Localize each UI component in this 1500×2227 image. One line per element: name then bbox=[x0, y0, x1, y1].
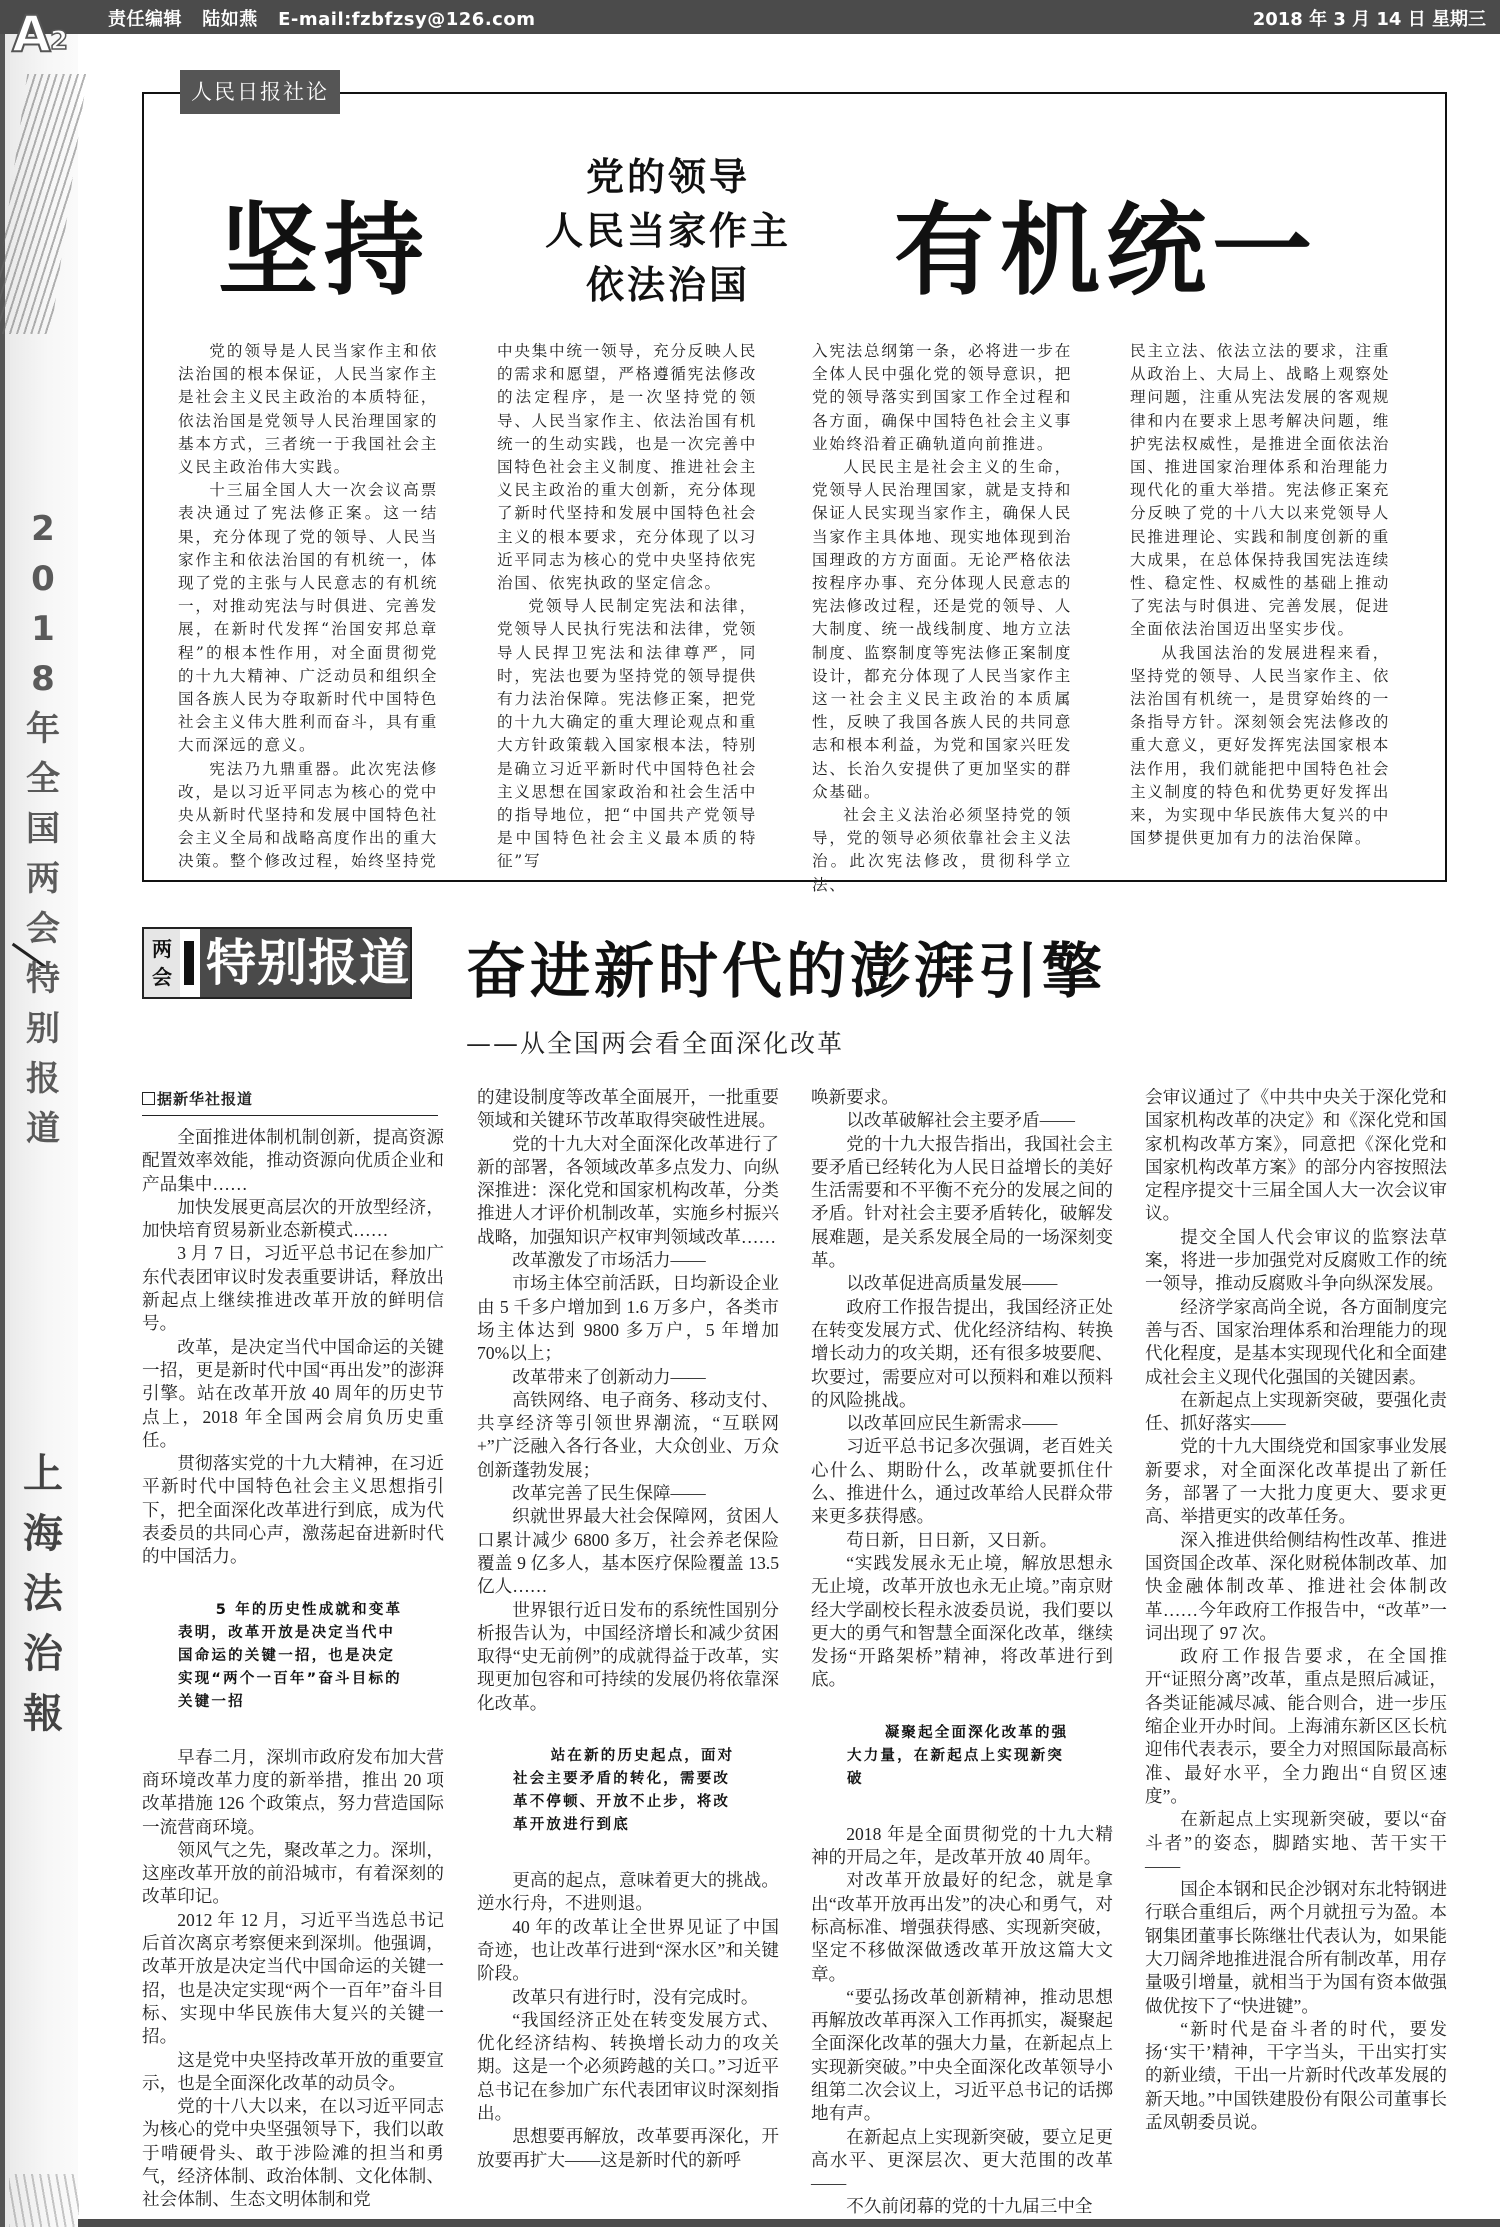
editorial-title-left: 坚持 bbox=[218, 192, 430, 309]
paragraph: “我国经济正处在转变发展方式、优化经济结构、转换增长动力的攻关期。这是一个必须跨越的关口。”习近平总书记在参加广东代表团审议时深刻指出。 bbox=[477, 2009, 779, 2123]
banner-char: 報 bbox=[23, 1690, 63, 1737]
paragraph: 党的领导是人民当家作主和依法治国的根本保证，人民当家作主是社会主义民主政治的本质特征，依法治国是党领导人民治理国家的基本方式，三者统一于我国社会主义民主政治伟大实践。 bbox=[178, 342, 438, 477]
paragraph: 党的十九大报告指出，我国社会主要矛盾已经转化为人民日益增长的美好生活需要和不平衡不充分的发展之间的矛盾。针对社会主要矛盾转化，破解发展难题，是关系发展全局的一场深刻变革。 bbox=[811, 1133, 1113, 1271]
paragraph: 会审议通过了《中共中央关于深化党和国家机构改革的决定》和《深化党和国家机构改革方案》，同意把《深化党和国家机构改革方案》的部分内容按照法定程序提交十三届全国人大一次会议审议。 bbox=[1145, 1087, 1447, 1224]
paragraph: 以改革破解社会主要矛盾—— bbox=[846, 1110, 1075, 1131]
article-column bbox=[811, 1086, 1113, 2219]
editorial-title-line: 党的领导 bbox=[585, 155, 750, 199]
editorial-title-middle bbox=[488, 150, 848, 312]
paragraph: 世界银行近日发布的系统性国别分析报告认为，中国经济增长和减少贫困取得“史无前例”的成就得益于改革，实现更加包容和可持续的发展仍将依靠深化改革。 bbox=[477, 1599, 779, 1713]
paragraph: 2018 年是全面贯彻党的十九大精神的开局之年，是改革开放 40 周年。 bbox=[811, 1823, 1113, 1868]
editorial-title-line: 依法治国 bbox=[585, 263, 750, 307]
paragraph: 改革带来了创新动力—— bbox=[512, 1366, 706, 1387]
banner-char: 2 bbox=[31, 509, 55, 549]
article-column bbox=[477, 1086, 779, 2172]
banner-char: 治 bbox=[23, 1630, 63, 1677]
paragraph: 改革只有进行时，没有完成时。 bbox=[512, 1986, 759, 2007]
banner-char: 1 bbox=[31, 609, 55, 649]
banner-char: 别 bbox=[26, 1009, 60, 1049]
paragraph: 改革，是决定当代中国命运的关键一招，更是新时代中国“再出发”的澎湃引擎。站在改革开放 40 周年的历史节点上，2018 年全国两会肩负历史重任。 bbox=[142, 1336, 444, 1450]
paragraph: “新时代是奋斗者的时代，要发扬‘实干’精神，干字当头，干出实打实的新业绩，干出一片新时代改革发展的新天地。”中国铁建股份有限公司董事长孟凤朝委员说。 bbox=[1145, 2018, 1447, 2133]
page-section-letter: A bbox=[12, 5, 51, 63]
editorial-column bbox=[812, 340, 1072, 897]
paragraph: 政府工作报告提出，我国经济正处在转变发展方式、优化经济结构、转换增长动力的攻关期，还有很多坡要爬、坎要过，需要应对可以预料和难以预料的风险挑战。 bbox=[811, 1296, 1113, 1410]
paragraph: 以改革回应民生新需求—— bbox=[846, 1413, 1058, 1434]
badge-divider bbox=[180, 929, 200, 997]
paragraph: 2012 年 12 月，习近平当选总书记后首次离京考察便来到深圳。他强调，改革开放是决定当代中国命运的关键一招，也是决定实现“两个一百年”奋斗目标、实现中华民族伟大复兴的关键一招。 bbox=[142, 1909, 444, 2047]
banner-char: 上 bbox=[23, 1450, 63, 1497]
banner-char: 法 bbox=[23, 1570, 63, 1617]
paragraph: 国企本钢和民企沙钢对东北特钢进行联合重组后，两个月就扭亏为盈。本钢集团董事长陈继壮代表认为，如果能大刀阔斧地推进混合所有制改革，用存量吸引增量，就相当于为国有资本做强做优按下了“快进键”。 bbox=[1145, 1879, 1447, 2016]
paragraph: 以改革促进高质量发展—— bbox=[846, 1273, 1058, 1294]
paragraph: 习近平总书记多次强调，老百姓关心什么、期盼什么，改革就要抓住什么、推进什么，通过改革给人民群众带来更多获得感。 bbox=[811, 1436, 1113, 1527]
paragraph: 织就世界最大社会保障网，贫困人口累计减少 6800 多万，社会养老保险覆盖 9 亿多人，基本医疗保险覆盖 13.5 亿人…… bbox=[477, 1506, 779, 1597]
banner-char: 全 bbox=[26, 759, 60, 799]
article-column bbox=[1145, 1086, 1447, 2134]
editorial-column bbox=[497, 340, 757, 874]
paragraph: 的建设制度等改革全面展开，一批重要领域和关键环节改革取得突破性进展。 bbox=[477, 1087, 779, 1131]
paragraph: 党的十九大对全面深化改革进行了新的部署，各领域改革多点发力、向纵深推进：深化党和国家机构改革，分类推进人才评价机制改革，实施乡村振兴战略，加强知识产权审判领域改革…… bbox=[477, 1133, 779, 1247]
paragraph: 在新起点上实现新突破，要强化责任、抓好落实—— bbox=[1145, 1389, 1447, 1434]
paragraph: 3 月 7 日，习近平总书记在参加广东代表团审议时发表重要讲话，释放出新起点上继续推进改革开放的鲜明信号。 bbox=[142, 1243, 444, 1334]
badge-special-report-label: 特别报道 bbox=[206, 934, 410, 992]
paragraph: 唤新要求。 bbox=[811, 1087, 899, 1107]
paragraph: 加快发展更高层次的开放型经济，加快培育贸易新业态新模式…… bbox=[142, 1196, 444, 1241]
paragraph: 政府工作报告要求，在全国推开“证照分离”改革，重点是照后减证，各类证能减尽减、能合则合，进一步压缩企业开办时间。上海浦东新区区长杭迎伟代表表示，要全力对照国际最高标准、最好水平，全力跑出“自贸区速度”。 bbox=[1145, 1646, 1447, 1806]
paragraph: 更高的起点，意味着更大的挑战。逆水行舟，不进则退。 bbox=[477, 1870, 779, 1914]
side-banner bbox=[0, 34, 78, 2227]
paragraph: 社会主义法治必须坚持党的领导，党的领导必须依靠社会主义法治。此次宪法修改，贯彻科学立法、 bbox=[812, 806, 1072, 894]
paragraph: 入宪法总纲第一条，必将进一步在全体人民中强化党的领导意识，把党的领导落实到国家工作全过程和各方面，确保中国特色社会主义事业始终沿着正确轨道向前推进。 bbox=[812, 342, 1072, 453]
brush-decoration bbox=[0, 74, 87, 334]
banner-char: 道 bbox=[26, 1109, 60, 1149]
paragraph: 民主立法、依法立法的要求，注重从政治上、大局上、战略上观察处理问题，注重从宪法发展的客观规律和内在要求上思考解决问题，维护宪法权威性，是推进全面依法治国、推进国家治理体系和治理能力现代化的重大举措。宪法修正案充分反映了党的十八大以来党领导人民推进理论、实践和制度创新的重大成果，在总体保持我国宪法连续性、稳定性、权威性的基础上推动了宪法与时俱进、完善发展，促进全面依法治国迈出坚实步伐。 bbox=[1130, 342, 1390, 639]
paragraph: 苟日新，日日新，又日新。 bbox=[846, 1529, 1058, 1550]
banner-char: 会 bbox=[26, 909, 60, 949]
paragraph: 党的十八大以来，在以习近平同志为核心的党中央坚强领导下，我们以敢于啃硬骨头、敢于涉险滩的担当和勇气，经济体制、政治体制、文化体制、社会体制、生态文明体制和党 bbox=[142, 2096, 444, 2210]
page-number: 2 bbox=[50, 26, 69, 56]
paragraph: “实践发展永无止境，解放思想永无止境，改革开放也永无止境。”南京财经大学副校长程永波委员说，我们要以更大的勇气和智慧全面深化改革，继续发扬“开路架桥”精神，将改革进行到底。 bbox=[811, 1552, 1113, 1690]
special-report-badge bbox=[142, 927, 412, 999]
publication-date: 2018 年 3 月 14 日 星期三 bbox=[1252, 9, 1486, 30]
paragraph: 贯彻落实党的十九大精神，在习近平新时代中国特色社会主义思想指引下，把全面深化改革进行到底，成为代表委员的共同心声，激荡起奋进新时代的中国活力。 bbox=[142, 1453, 444, 1567]
brush-decoration bbox=[9, 2174, 79, 2227]
badge-char: 两 bbox=[152, 937, 172, 961]
paragraph: 40 年的改革让全世界见证了中国奇迹，也让改革行进到“深水区”和关键阶段。 bbox=[477, 1916, 779, 1984]
paragraph: 全面推进体制机制创新，提高资源配置效率效能，推动资源向优质企业和产品集中…… bbox=[142, 1127, 444, 1194]
pull-quote: 凝聚起全面深化改革的强大力量，在新起点上实现新突破 bbox=[847, 1724, 1069, 1787]
pull-quote: 站在新的历史起点，面对社会主要矛盾的转化，需要改革不停顿、开放不止步，将改革开放进行到底 bbox=[513, 1748, 735, 1834]
editorial-title-line: 人民当家作主 bbox=[544, 209, 791, 253]
banner-char: 特 bbox=[26, 959, 60, 999]
side-banner-event-title bbox=[19, 504, 67, 1154]
paragraph: 经济学家高尚全说，各方面制度完善与否、国家治理体系和治理能力的现代化程度，是基本实现现代化和全面建成社会主义现代化强国的关键因素。 bbox=[1145, 1296, 1447, 1387]
paragraph: 思想要再解放，改革要再深化，开放要再扩大——这是新时代的新呼 bbox=[477, 2126, 779, 2170]
banner-char: 8 bbox=[31, 659, 55, 699]
page-footer-bar bbox=[78, 2219, 1500, 2227]
paragraph: 不久前闭幕的党的十九届三中全 bbox=[846, 2196, 1093, 2217]
paragraph: 市场主体空前活跃，日均新设企业由 5 千多户增加到 1.6 万多户，各类市场主体达到 9800 多万户，5 年增加 70%以上； bbox=[477, 1273, 779, 1364]
banner-char: 海 bbox=[23, 1510, 63, 1557]
banner-char: 0 bbox=[31, 559, 55, 599]
pull-quote: 5 年的历史性成就和变革表明，改革开放是决定当代中国命运的关键一招，也是决定实现“两个一百年”奋斗目标的关键一招 bbox=[178, 1601, 403, 1710]
paragraph: 深入推进供给侧结构性改革、推进国资国企改革、深化财税体制改革、加快金融体制改革、推进社会体制改革……今年政府工作报告中，“改革”一词出现了 97 次。 bbox=[1145, 1529, 1447, 1643]
article-subheadline: ——从全国两会看全面深化改革 bbox=[466, 1029, 845, 1058]
paragraph: 改革完善了民生保障—— bbox=[512, 1483, 706, 1504]
paragraph: 领风气之先，聚改革之力。深圳，这座改革开放的前沿城市，有着深刻的改革印记。 bbox=[142, 1839, 444, 1907]
paragraph: 人民民主是社会主义的生命，党领导人民治理国家，就是支持和保证人民实现当家作主，确保人民当家作主具体地、现实地体现到治国理政的方方面面。无论严格依法按程序办事、充分体现人民意志的宪法修改过程，还是党的领导、人大制度、统一战线制度、地方立法制度、监察制度等宪法修正案制度设计，都充分体现了人民当家作主这一社会主义民主政治的本质属性，反映了我国各族人民的共同意志和根本利益，为党和国家兴旺发达、长治久安提供了更加坚实的群众基础。 bbox=[812, 458, 1072, 801]
paragraph: 宪法乃九鼎重器。此次宪法修改，是以习近平同志为核心的党中央从新时代坚持和发展中国特色社会主义全局和战略高度作出的重大决策。整个修改过程，始终坚持党 bbox=[178, 759, 438, 871]
square-bullet-icon bbox=[142, 1092, 155, 1105]
editor-info: 责任编辑 陆如燕 E-mail:fzbfzsy@126.com bbox=[108, 9, 536, 30]
paragraph: 提交全国人代会审议的监察法草案，将进一步加强党对反腐败工作的统一领导，推动反腐败斗争向纵深发展。 bbox=[1145, 1226, 1447, 1294]
side-banner-newspaper-name bbox=[19, 1444, 67, 1744]
paragraph: 党的十九大围绕党和国家事业发展新要求，对全面深化改革提出了新任务，部署了一大批力度更大、要求更高、举措更实的改革任务。 bbox=[1145, 1436, 1447, 1527]
paragraph: 早春二月，深圳市政府发布加大营商环境改革力度的新举措，推出 20 项改革措施 126 个政策点，努力营造国际一流营商环境。 bbox=[142, 1746, 444, 1837]
paragraph: 党领导人民制定宪法和法律，党领导人民执行宪法和法律，党领导人民捍卫宪法和法律尊严，同时，宪法也要为坚持党的领导提供有力法治保障。宪法修正案，把党的十九大确定的重大理论观点和重大方针政策载入国家根本法，特别是确立习近平新时代中国特色社会主义思想在国家政治和社会生活中的指导地位，把“中国共产党领导是中国特色社会主义最本质的特征”写 bbox=[497, 597, 757, 871]
badge-two-sessions-label bbox=[144, 929, 180, 997]
editorial-source-tag: 人民日报社论 bbox=[180, 70, 340, 114]
page-header-bar bbox=[0, 0, 1500, 34]
paragraph: 高铁网络、电子商务、移动支付、共享经济等引领世界潮流，“互联网+”广泛融入各行各业，大众创业、万众创新蓬勃发展； bbox=[477, 1389, 779, 1480]
banner-char: 国 bbox=[26, 809, 60, 849]
paragraph: 这是党中央坚持改革开放的重要宣示，也是全面深化改革的动员令。 bbox=[142, 2049, 444, 2093]
page-number-badge bbox=[6, 6, 76, 62]
paragraph: 改革激发了市场活力—— bbox=[512, 1250, 706, 1271]
editorial-title-right: 有机统一 bbox=[894, 192, 1318, 309]
banner-char: 年 bbox=[26, 709, 60, 749]
paragraph: 在新起点上实现新突破，要立足更高水平、更深层次、更大范围的改革—— bbox=[811, 2126, 1113, 2194]
article-column bbox=[142, 1126, 444, 2212]
paragraph: “要弘扬改革创新精神，推动思想再解放改革再深入工作再抓实，凝聚起全面深化改革的强大力量，在新起点上实现新突破。”中央全面深化改革领导小组第二次会议上，习近平总书记的话掷地有声。 bbox=[811, 1986, 1113, 2124]
badge-char: 会 bbox=[152, 965, 172, 989]
article-headline: 奋进新时代的澎湃引擎 bbox=[466, 937, 1106, 1007]
paragraph: 中央集中统一领导，充分反映人民的需求和愿望，严格遵循宪法修改的法定程序，是一次坚持党的领导、人民当家作主、依法治国有机统一的生动实践，也是一次完善中国特色社会主义制度、推进社会主义民主政治的重大创新，充分体现了新时代坚持和发展中国特色社会主义的根本要求，充分体现了以习近平同志为核心的党中央坚持依宪治国、依宪执政的坚定信念。 bbox=[497, 342, 757, 593]
editorial-column bbox=[178, 340, 438, 874]
byline-text: 据新华社报道 bbox=[157, 1090, 254, 1108]
banner-char: 两 bbox=[26, 859, 60, 899]
paragraph: 在新起点上实现新突破，要以“奋斗者”的姿态，脚踏实地、苦干实干—— bbox=[1145, 1809, 1447, 1876]
editorial-column bbox=[1130, 340, 1390, 850]
paragraph: 十三届全国人大一次会议高票表决通过了宪法修正案。这一结果，充分体现了党的领导、人民当家作主和依法治国的有机统一，体现了党的主张与人民意志的有机统一，对推动宪法与时俱进、完善发展，在新时代发挥“治国安邦总章程”的根本性作用，对全面贯彻党的十九大精神、广泛动员和组织全国各族人民为夺取新时代中国特色社会主义伟大胜利而奋斗，具有重大而深远的意义。 bbox=[178, 481, 438, 755]
banner-char: 报 bbox=[26, 1059, 60, 1099]
paragraph: 对改革开放最好的纪念，就是拿出“改革开放再出发”的决心和勇气，对标高标准、增强获得感、实现新突破，坚定不移做深做透改革开放这篇大文章。 bbox=[811, 1870, 1113, 1984]
article-byline bbox=[142, 1088, 438, 1116]
paragraph: 从我国法治的发展进程来看，坚持党的领导、人民当家作主、依法治国有机统一，是贯穿始终的一条指导方针。深刻领会宪法修改的重大意义，更好发挥宪法国家根本法作用，我们就能把中国特色社会主义制度的特色和优势更好发挥出来，为实现中华民族伟大复兴的中国梦提供更加有力的法治保障。 bbox=[1130, 643, 1390, 848]
